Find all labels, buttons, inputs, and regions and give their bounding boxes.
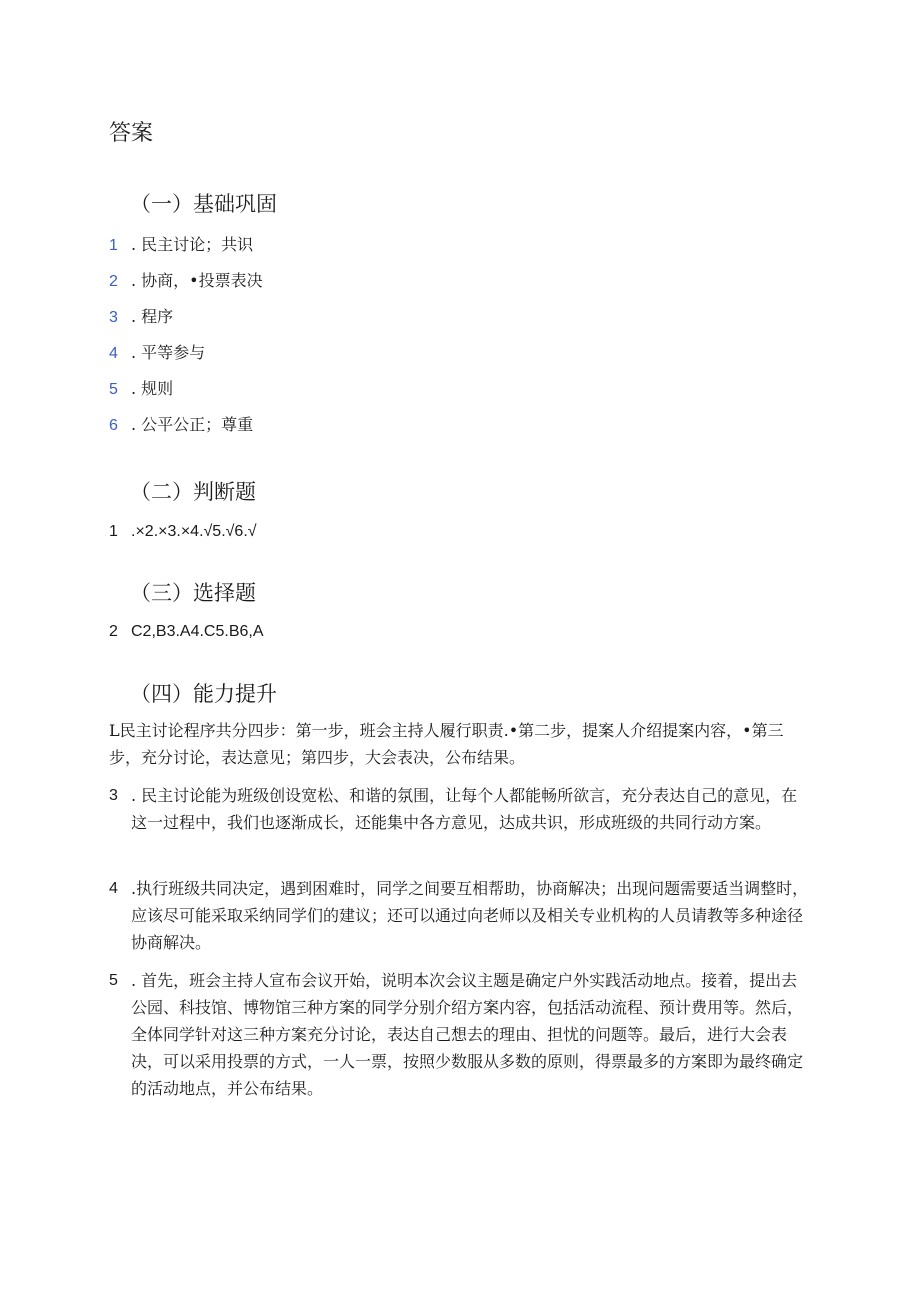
choice-answers [109,621,264,643]
item-number: 1 [109,523,118,540]
item-number: 4 [109,345,118,362]
page-title: 答案 [109,121,154,146]
paragraph [109,782,809,836]
list-item [109,378,173,400]
item-number: 6 [109,417,118,434]
item-number: 5 [109,381,118,398]
section-heading-improve: （四）能力提升 [130,682,277,706]
paragraph-text: . 民主讨论能为班级创设宽松、和谐的氛围，让每个人都能畅所欲言，充分表达自己的意见，在这一过程中，我们也逐渐成长，还能集中各方意见，达成共识，形成班级的共同行动方案。 [131,786,798,832]
list-item [109,414,253,436]
judgment-answers [109,521,257,543]
list-item [109,342,205,364]
item-number: 2 [109,623,118,640]
list-item [109,270,263,292]
list-item [109,234,253,256]
item-number: 3 [109,309,118,326]
item-number: 1 [109,237,118,254]
item-number: 3 [109,787,118,804]
paragraph [109,967,809,1102]
item-text: . 程序 [131,307,174,326]
paragraph-text: . 首先，班会主持人宣布会议开始，说明本次会议主题是确定户外实践活动地点。接着，提出去公园、科技馆、博物馆三种方案的同学分别介绍方案内容，包括活动流程、预计费用等。然后，全体同学针对这三种方案充分讨论，表达自己想去的理由、担忧的问题等。最后，进行大会表决，可以采用投票的方式，一人一票，按照少数服从多数的原则，得票最多的方案即为最终确定的活动地点，并公布结果。 [131,971,804,1098]
paragraph-text: L民主讨论程序共分四步：第一步，班会主持人履行职责.•第二步，提案人介绍提案内容，•第三步，充分讨论，表达意见；第四步，大会表决，公布结果。 [109,721,784,767]
paragraph [109,717,809,771]
answer-text: .×2.×3.×4.√5.√6.√ [131,523,257,540]
answer-text: C2,B3.A4.C5.B6,A [131,623,264,640]
item-number: 5 [109,972,118,989]
item-text: . 公平公正；尊重 [131,415,254,434]
item-number: 4 [109,880,118,897]
item-text: . 民主讨论；共识 [131,235,254,254]
section-heading-judgment: （二）判断题 [130,480,256,504]
item-text: . 协商，•投票表决 [131,271,263,290]
paragraph [109,875,809,956]
section-heading-choice: （三）选择题 [130,581,256,605]
paragraph-text: .执行班级共同决定，遇到困难时，同学之间要互相帮助，协商解决；出现问题需要适当调整时，应该尽可能采取采纳同学们的建议；还可以通过向老师以及相关专业机构的人员请教等多种途径协商解决。 [131,879,809,952]
section-heading-basics: （一）基础巩固 [130,192,277,216]
item-number: 2 [109,273,118,290]
list-item [109,306,173,328]
item-text: . 平等参与 [131,343,206,362]
item-text: . 规则 [131,379,174,398]
